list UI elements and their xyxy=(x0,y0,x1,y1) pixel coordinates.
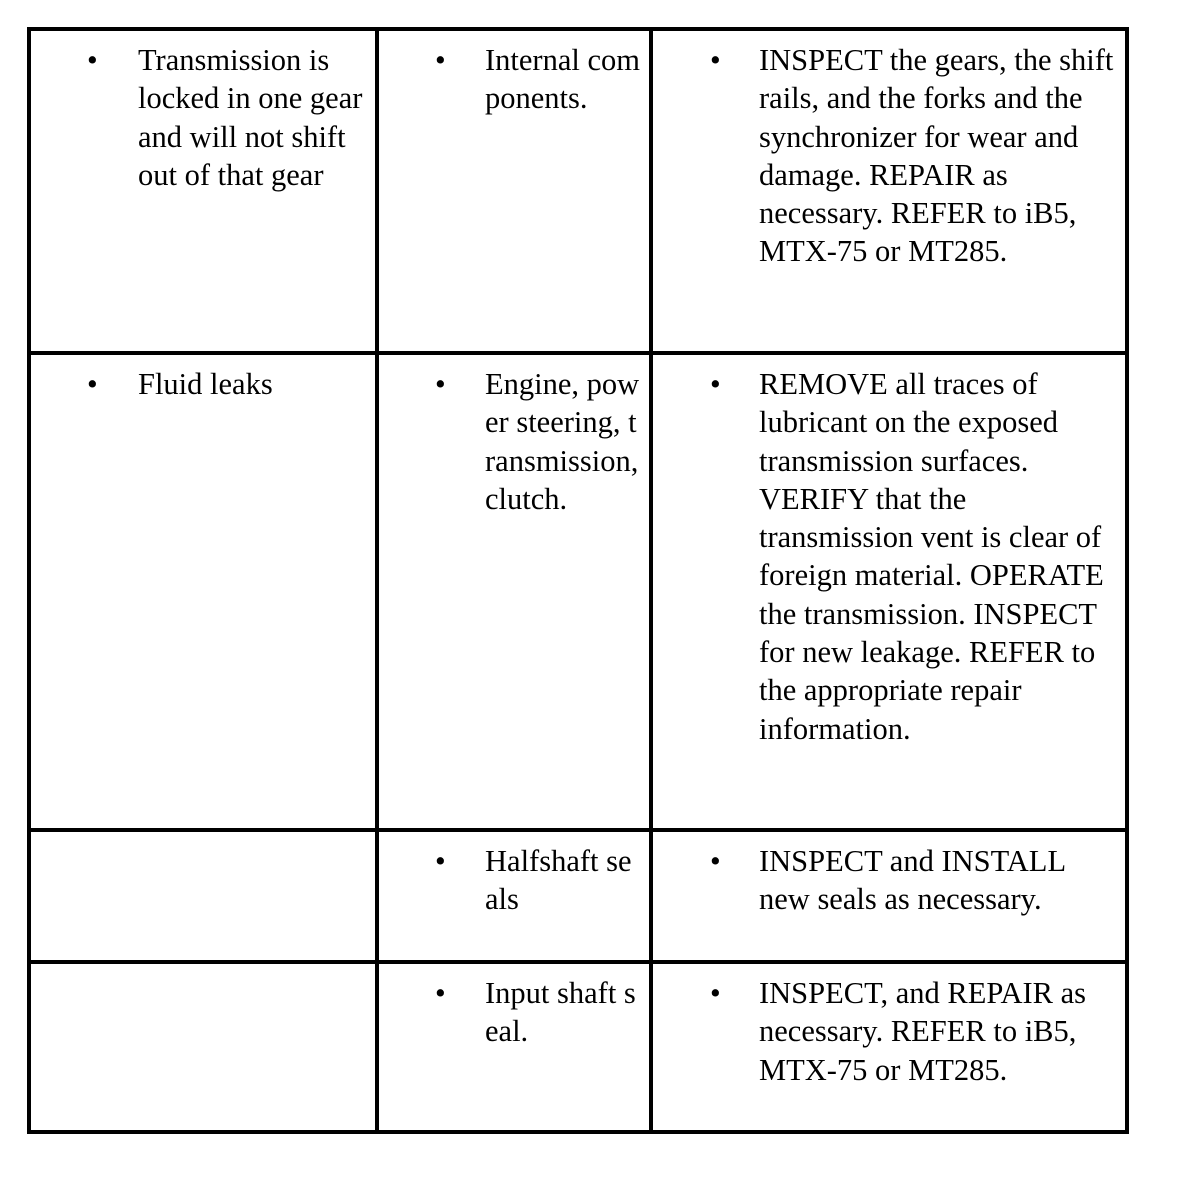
source-cell xyxy=(377,29,651,353)
bullet-icon: • xyxy=(710,367,721,401)
condition-cell xyxy=(29,29,377,353)
source-cell xyxy=(377,962,651,1132)
bullet-icon: • xyxy=(435,976,446,1010)
source-cell xyxy=(377,830,651,962)
action-cell xyxy=(651,353,1127,830)
action-cell xyxy=(651,29,1127,353)
condition-cell xyxy=(29,353,377,830)
source-text: Engine, power steering, transmission, clutch. xyxy=(485,367,640,516)
action-cell xyxy=(651,830,1127,962)
source-text: Input shaft seal. xyxy=(485,976,636,1049)
bullet-icon: • xyxy=(87,43,98,77)
action-text: INSPECT the gears, the shift rails, and the forks and the synchronizer for wear and damage. REPAIR as necessary. REFER to iB5, MTX-75 or MT285. xyxy=(759,43,1114,269)
condition-text: Transmission is locked in one gear and will not shift out of that gear xyxy=(138,43,363,192)
action-cell xyxy=(651,962,1127,1132)
action-text: REMOVE all traces of lubricant on the exposed transmission surfaces. VERIFY that the transmission vent is clear of foreign material. OPERATE the transmission. INSPECT for new leakage. REFER to the appropriate repair information. xyxy=(759,367,1104,746)
table-row xyxy=(29,830,1127,962)
table-row xyxy=(29,353,1127,830)
bullet-icon: • xyxy=(87,367,98,401)
bullet-icon: • xyxy=(435,43,446,77)
bullet-icon: • xyxy=(435,367,446,401)
source-cell xyxy=(377,353,651,830)
source-text: Halfshaft seals xyxy=(485,844,632,917)
condition-cell xyxy=(29,830,377,962)
table-row xyxy=(29,962,1127,1132)
action-text: INSPECT and INSTALL new seals as necessary. xyxy=(759,844,1065,917)
bullet-icon: • xyxy=(435,844,446,878)
table-row xyxy=(29,29,1127,353)
bullet-icon: • xyxy=(710,844,721,878)
source-text: Internal components. xyxy=(485,43,640,116)
condition-text: Fluid leaks xyxy=(138,367,273,401)
bullet-icon: • xyxy=(710,43,721,77)
condition-cell xyxy=(29,962,377,1132)
diagnosis-table xyxy=(27,27,1129,1134)
action-text: INSPECT, and REPAIR as necessary. REFER to iB5, MTX-75 or MT285. xyxy=(759,976,1087,1087)
bullet-icon: • xyxy=(710,976,721,1010)
